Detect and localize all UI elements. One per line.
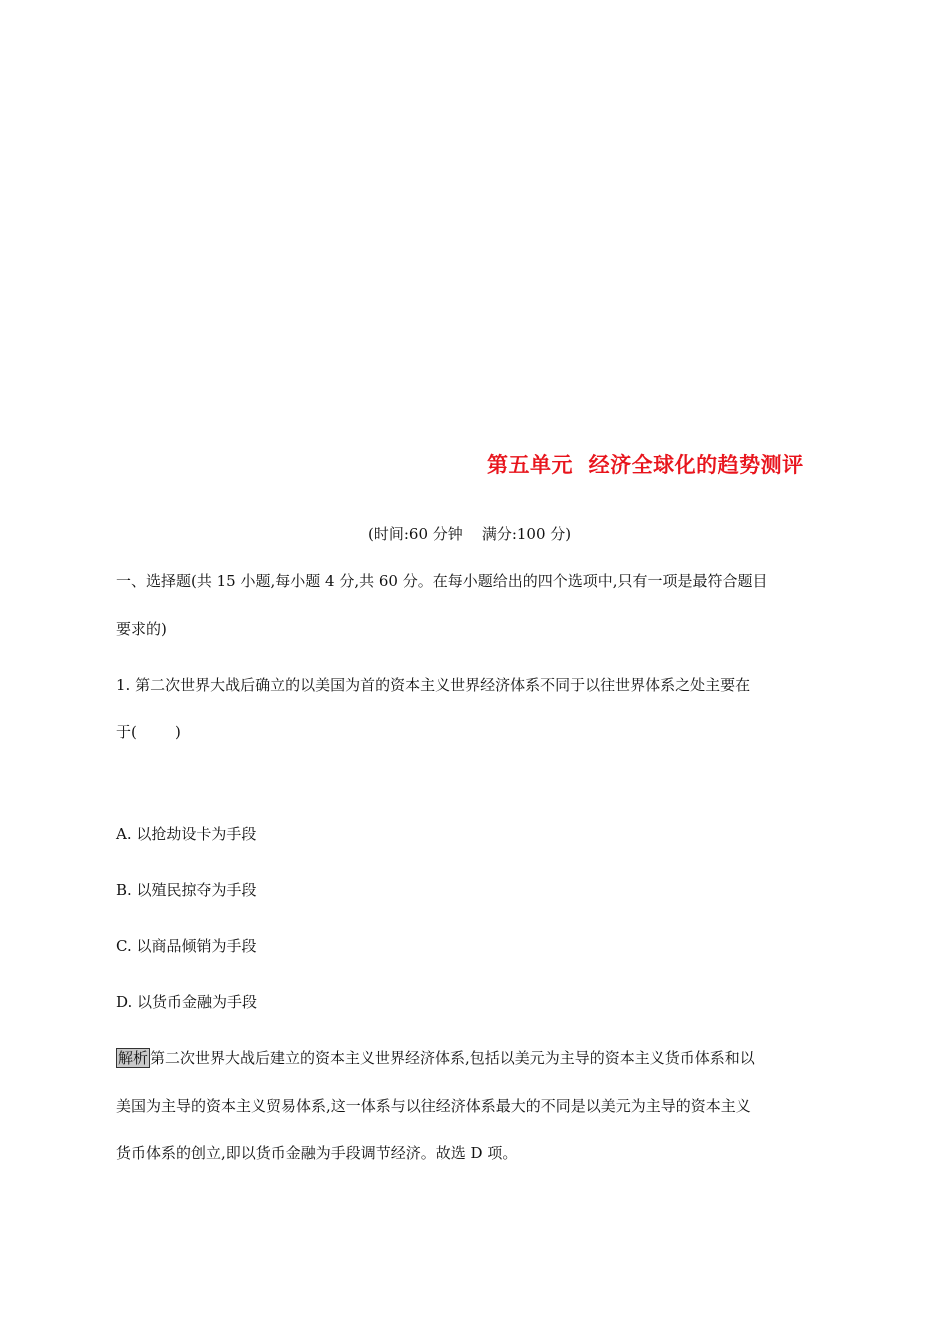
- section-heading-line-1: 一、选择题(共 15 小题,每小题 4 分,共 60 分。在每小题给出的四个选项中,只有一项是最符合题目: [116, 572, 768, 590]
- analysis-line-2: 美国为主导的资本主义贸易体系,这一体系与以往经济体系最大的不同是以美元为主导的资本主义: [116, 1097, 751, 1115]
- option-a: A. 以抢劫设卡为手段: [116, 825, 257, 843]
- option-c: C. 以商品倾销为手段: [116, 937, 257, 955]
- option-b: B. 以殖民掠夺为手段: [116, 881, 257, 899]
- analysis-line-3: 货币体系的创立,即以货币金融为手段调节经济。故选 D 项。: [116, 1144, 518, 1162]
- option-d: D. 以货币金融为手段: [116, 993, 258, 1011]
- question-stem-line-1: 1. 第二次世界大战后确立的以美国为首的资本主义世界经济体系不同于以往世界体系之处主要在: [116, 676, 751, 694]
- exam-meta: (时间:60 分钟 满分:100 分): [368, 525, 572, 543]
- section-heading-line-2: 要求的): [116, 620, 167, 638]
- document-title: 第五单元 经济全球化的趋势测评: [487, 453, 804, 477]
- analysis-text-1: 第二次世界大战后建立的资本主义世界经济体系,包括以美元为主导的资本主义货币体系和以: [150, 1049, 755, 1067]
- analysis-tag: 解析: [118, 1049, 149, 1067]
- analysis-line-1: [116, 1048, 755, 1068]
- question-stem-line-2: 于( ): [116, 723, 181, 741]
